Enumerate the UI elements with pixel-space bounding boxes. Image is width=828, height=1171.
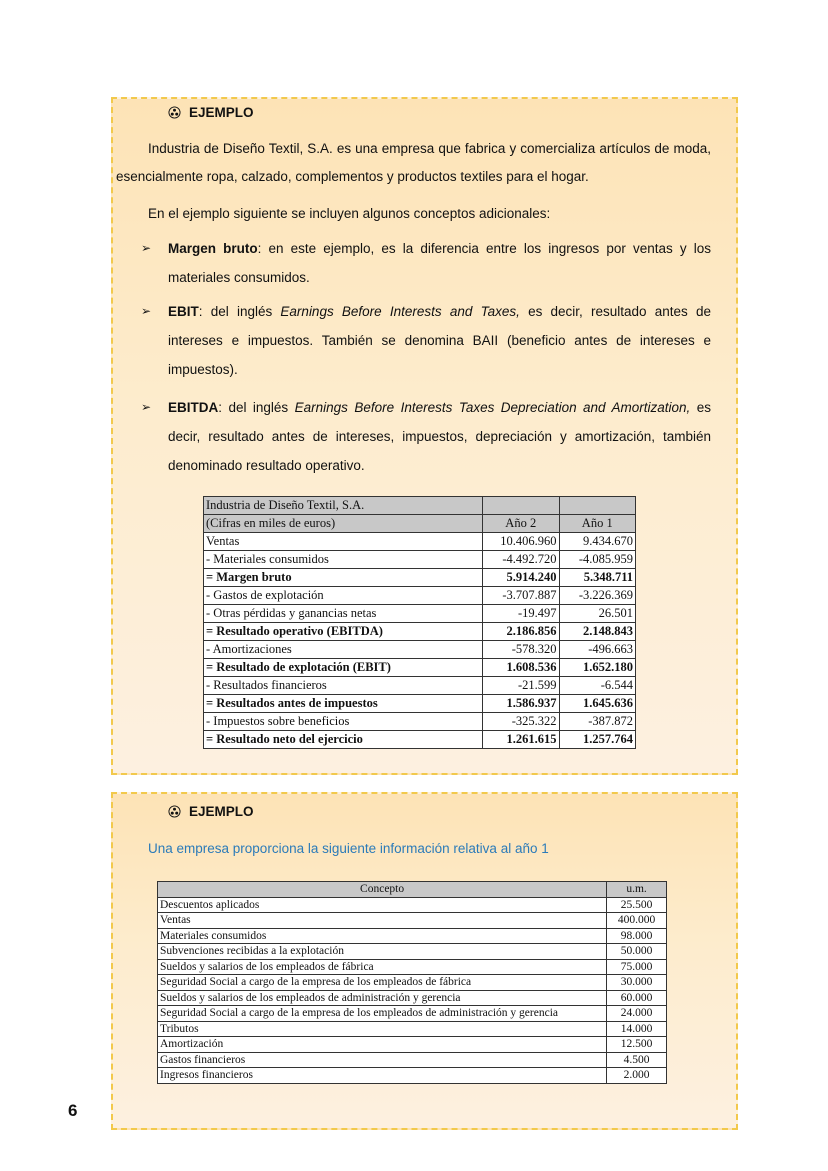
year1-value: -387.872	[559, 713, 635, 731]
row-label: = Margen bruto	[204, 569, 483, 587]
value-header: u.m.	[607, 882, 667, 898]
concept-cell: Gastos financieros	[158, 1052, 607, 1068]
row-label: = Resultado operativo (EBITDA)	[204, 623, 483, 641]
table-row	[158, 1052, 667, 1068]
table-row	[158, 897, 667, 913]
example-box-2	[111, 792, 738, 1130]
page-number: 6	[68, 1101, 78, 1120]
bullet-italic: Earnings Before Interests and Taxes,	[280, 304, 520, 319]
year2-value: -3.707.887	[483, 587, 560, 605]
bullet-ebitda	[141, 393, 711, 480]
year2-value: -325.322	[483, 713, 560, 731]
table-row	[158, 1021, 667, 1037]
company-cell: Industria de Diseño Textil, S.A.	[204, 497, 483, 515]
value-cell: 4.500	[607, 1052, 667, 1068]
bullet-text: es decir, resultado antes de intereses, impuestos, depreciación y amortización, también denominado resultado operativo.	[168, 400, 712, 473]
bullet-text: es decir, resultado antes de intereses e impuestos. También se denomina BAII (beneficio antes de intereses e impuestos).	[168, 304, 711, 377]
concept-cell: Subvenciones recibidas a la explotación	[158, 944, 607, 960]
value-cell: 75.000	[607, 959, 667, 975]
year1-value: 1.652.180	[559, 659, 635, 677]
table-row	[204, 695, 636, 713]
bullet-term: EBIT	[168, 304, 199, 319]
year1-value: -4.085.959	[559, 551, 635, 569]
concept-header: Concepto	[158, 882, 607, 898]
table-row	[204, 641, 636, 659]
value-cell: 2.000	[607, 1068, 667, 1084]
example-title: EJEMPLO	[189, 105, 254, 120]
value-cell: 25.500	[607, 897, 667, 913]
concept-cell: Tributos	[158, 1021, 607, 1037]
year2-value: 10.406.960	[483, 533, 560, 551]
value-cell: 400.000	[607, 913, 667, 929]
year2-value: 1.261.615	[483, 731, 560, 749]
arrow-bullet-icon: ➢	[141, 241, 152, 255]
concept-cell: Seguridad Social a cargo de la empresa de los empleados de administración y gerencia	[158, 1006, 607, 1022]
row-label: Ventas	[204, 533, 483, 551]
bullet-term: EBITDA	[168, 400, 219, 415]
bullet-italic: Earnings Before Interests Taxes Depreciation and Amortization,	[294, 400, 691, 415]
intro-paragraph: Industria de Diseño Textil, S.A. es una empresa que fabrica y comercializa artículos de moda, esencialmente ropa, calzado, complementos y productos textiles para el hogar.	[116, 141, 711, 184]
arrow-bullet-icon: ➢	[141, 304, 152, 318]
table-header-row	[204, 515, 636, 533]
table-row	[204, 659, 636, 677]
year2-header: Año 2	[483, 515, 560, 533]
trefoil-icon	[168, 805, 181, 818]
row-label: = Resultado neto del ejercicio	[204, 731, 483, 749]
concept-cell: Materiales consumidos	[158, 928, 607, 944]
table-row	[204, 587, 636, 605]
lead-paragraph: En el ejemplo siguiente se incluyen algunos conceptos adicionales:	[148, 206, 551, 221]
intro-blue-text: Una empresa proporciona la siguiente información relativa al año 1	[148, 841, 549, 856]
table-row	[158, 975, 667, 991]
row-label: = Resultados antes de impuestos	[204, 695, 483, 713]
row-label: - Amortizaciones	[204, 641, 483, 659]
value-cell: 30.000	[607, 975, 667, 991]
concept-cell: Seguridad Social a cargo de la empresa de los empleados de fábrica	[158, 975, 607, 991]
table-row	[204, 623, 636, 641]
year1-value: -3.226.369	[559, 587, 635, 605]
bullet-text: : en este ejemplo, es la diferencia entre los ingresos por ventas y los materiales consumidos.	[168, 241, 711, 285]
year2-value: 1.586.937	[483, 695, 560, 713]
table-row	[158, 928, 667, 944]
year1-value: 2.148.843	[559, 623, 635, 641]
income-statement-table	[203, 496, 636, 749]
year1-header: Año 1	[559, 515, 635, 533]
table-row	[158, 959, 667, 975]
year1-value: 1.257.764	[559, 731, 635, 749]
value-cell: 50.000	[607, 944, 667, 960]
concept-cell: Amortización	[158, 1037, 607, 1053]
table-row	[158, 1006, 667, 1022]
value-cell: 60.000	[607, 990, 667, 1006]
table-row	[204, 731, 636, 749]
row-label: - Gastos de explotación	[204, 587, 483, 605]
value-cell: 14.000	[607, 1021, 667, 1037]
year1-value: -6.544	[559, 677, 635, 695]
year1-value: 1.645.636	[559, 695, 635, 713]
table-row	[158, 1068, 667, 1084]
row-label: = Resultado de explotación (EBIT)	[204, 659, 483, 677]
table-row	[204, 713, 636, 731]
example-box-1	[111, 97, 738, 775]
arrow-bullet-icon: ➢	[141, 400, 152, 414]
year2-value: -19.497	[483, 605, 560, 623]
year1-value: 9.434.670	[559, 533, 635, 551]
table-row	[204, 533, 636, 551]
row-label: - Resultados financieros	[204, 677, 483, 695]
table-header-row	[204, 497, 636, 515]
concept-cell: Ingresos financieros	[158, 1068, 607, 1084]
bullet-margen-bruto	[141, 234, 711, 292]
trefoil-icon	[168, 106, 181, 119]
year2-value: 1.608.536	[483, 659, 560, 677]
year2-value: -4.492.720	[483, 551, 560, 569]
table-row	[204, 605, 636, 623]
table-row	[204, 677, 636, 695]
year1-value: 5.348.711	[559, 569, 635, 587]
table-header-row	[158, 882, 667, 898]
concepts-table	[157, 881, 667, 1084]
year1-value: 26.501	[559, 605, 635, 623]
table-row	[158, 944, 667, 960]
year2-value: -578.320	[483, 641, 560, 659]
value-cell: 24.000	[607, 1006, 667, 1022]
bullet-ebit	[141, 297, 711, 384]
concept-cell: Sueldos y salarios de los empleados de fábrica	[158, 959, 607, 975]
units-cell: (Cifras en miles de euros)	[204, 515, 483, 533]
row-label: - Materiales consumidos	[204, 551, 483, 569]
row-label: - Impuestos sobre beneficios	[204, 713, 483, 731]
example-title: EJEMPLO	[189, 804, 254, 819]
example-heading	[168, 804, 254, 819]
value-cell: 12.500	[607, 1037, 667, 1053]
year1-value: -496.663	[559, 641, 635, 659]
year2-value: 2.186.856	[483, 623, 560, 641]
concept-cell: Descuentos aplicados	[158, 897, 607, 913]
year2-value: -21.599	[483, 677, 560, 695]
bullet-term: Margen bruto	[168, 241, 258, 256]
table-row	[158, 990, 667, 1006]
concept-cell: Ventas	[158, 913, 607, 929]
concept-cell: Sueldos y salarios de los empleados de administración y gerencia	[158, 990, 607, 1006]
example-heading	[168, 105, 254, 120]
bullet-text: : del inglés	[198, 304, 281, 319]
value-cell: 98.000	[607, 928, 667, 944]
table-row	[204, 551, 636, 569]
table-row	[158, 913, 667, 929]
row-label: - Otras pérdidas y ganancias netas	[204, 605, 483, 623]
year2-value: 5.914.240	[483, 569, 560, 587]
table-row	[204, 569, 636, 587]
bullet-text: : del inglés	[218, 400, 295, 415]
table-row	[158, 1037, 667, 1053]
